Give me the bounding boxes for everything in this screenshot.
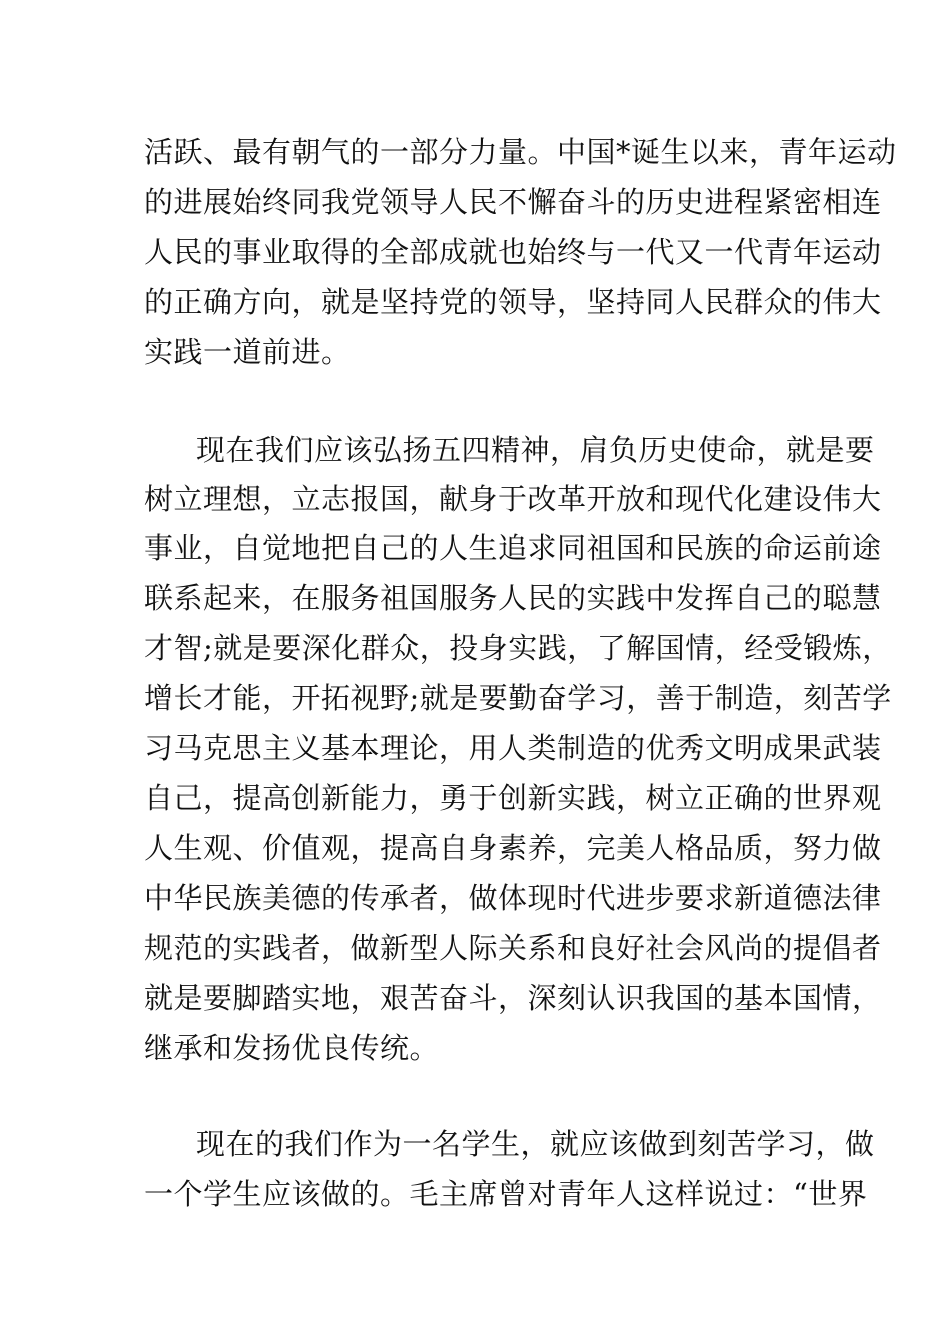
- paragraph-1-line-1: 活跃、最有朝气的一部分力量。中国*诞生以来，青年运动: [144, 135, 897, 169]
- paragraph-2-line-5: 才智;就是要深化群众，投身实践，了解国情，经受锻炼，: [144, 631, 892, 665]
- paragraph-1-line-4: 的正确方向，就是坚持党的领导，坚持同人民群众的伟大: [144, 285, 882, 319]
- paragraph-3-line-1: 现在的我们作为一名学生，就应该做到刻苦学习，做: [196, 1127, 875, 1161]
- paragraph-3-line-2: 一个学生应该做的。毛主席曾对青年人这样说过：“世界: [144, 1177, 868, 1211]
- paragraph-2-line-13: 继承和发扬优良传统。: [144, 1031, 440, 1065]
- paragraph-2-line-7: 习马克思主义基本理论，用人类制造的优秀文明成果武装: [144, 731, 882, 765]
- paragraph-2-line-10: 中华民族美德的传承者，做体现时代进步要求新道德法律: [144, 881, 882, 915]
- paragraph-1-line-2: 的进展始终同我党领导人民不懈奋斗的历史进程紧密相连: [144, 185, 882, 219]
- paragraph-2-line-9: 人生观、价值观，提高自身素养，完美人格品质，努力做: [144, 831, 882, 865]
- paragraph-2-line-11: 规范的实践者，做新型人际关系和良好社会风尚的提倡者: [144, 931, 882, 965]
- paragraph-1-line-3: 人民的事业取得的全部成就也始终与一代又一代青年运动: [144, 235, 882, 269]
- paragraph-2-line-2: 树立理想，立志报国，献身于改革开放和现代化建设伟大: [144, 482, 882, 516]
- paragraph-2-line-8: 自己，提高创新能力，勇于创新实践，树立正确的世界观: [144, 781, 882, 815]
- paragraph-2-line-4: 联系起来，在服务祖国服务人民的实践中发挥自己的聪慧: [144, 581, 882, 615]
- paragraph-2-line-3: 事业，自觉地把自己的人生追求同祖国和民族的命运前途: [144, 531, 882, 565]
- paragraph-2-line-12: 就是要脚踏实地，艰苦奋斗，深刻认识我国的基本国情，: [144, 981, 882, 1015]
- paragraph-2-line-1: 现在我们应该弘扬五四精神，肩负历史使命，就是要: [196, 433, 875, 467]
- paragraph-2-line-6: 增长才能，开拓视野;就是要勤奋学习，善于制造，刻苦学: [144, 681, 892, 715]
- paragraph-1-line-5: 实践一道前进。: [144, 335, 351, 369]
